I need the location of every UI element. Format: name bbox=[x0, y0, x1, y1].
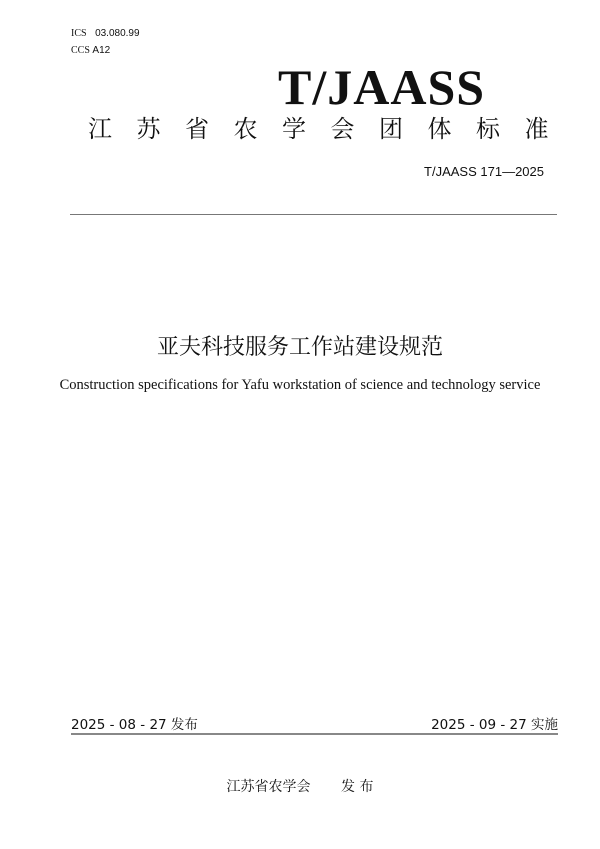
ics-line bbox=[71, 28, 140, 39]
release-date: 2025 - 08 - 27 发布 bbox=[71, 717, 198, 733]
document-title-en: Construction specifications for Yafu workstation of science and technology service bbox=[59, 377, 541, 393]
ics-label: ICS bbox=[71, 28, 87, 39]
document-title-cn: 亚夫科技服务工作站建设规范 bbox=[156, 335, 443, 360]
effective-date: 2025 - 09 - 27 实施 bbox=[431, 717, 558, 733]
publisher-line bbox=[0, 776, 600, 796]
standard-number: T/JAASS 171—2025 bbox=[424, 164, 544, 179]
standard-logo: T/JAASS bbox=[278, 59, 486, 115]
header-divider bbox=[70, 214, 557, 215]
ccs-value: A12 bbox=[92, 45, 111, 56]
publisher-name: 江苏省农学会 bbox=[226, 779, 311, 795]
ccs-label: CCS bbox=[71, 45, 90, 56]
footer-divider bbox=[71, 733, 558, 735]
ccs-line bbox=[71, 45, 110, 56]
publish-label: 发 布 bbox=[341, 779, 374, 795]
ics-value: 03.080.99 bbox=[95, 28, 140, 39]
organization-standard-title: 江苏省农学会团体标准 bbox=[88, 115, 573, 143]
